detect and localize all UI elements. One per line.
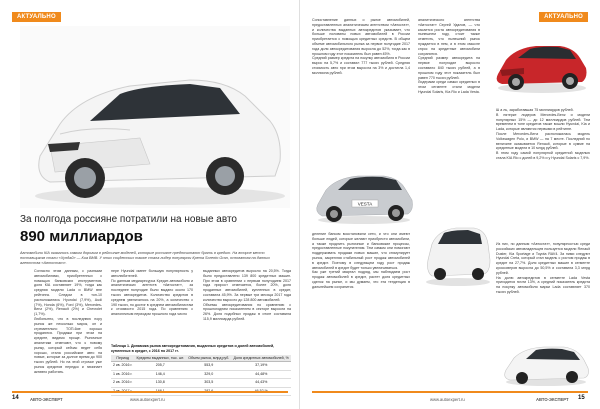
- table-cell: 130,8: [134, 379, 186, 388]
- table-cell: 303,5: [186, 379, 231, 388]
- table-cell: 44,48%: [231, 370, 291, 379]
- table-cell: 553,9: [186, 362, 231, 371]
- table-cell: 2 кв. 2016 г.: [111, 379, 134, 388]
- table-cell: 146,4: [134, 370, 186, 379]
- table-cell: 329,0: [186, 370, 231, 379]
- table-cell: 205,7: [134, 362, 186, 371]
- footer-site: www.autoexpert.ru: [130, 397, 165, 402]
- table-row: [111, 370, 291, 379]
- table-cell: 44,43%: [231, 379, 291, 388]
- page-number: 14: [12, 395, 19, 401]
- column-2: нере Hyundai имеет большую популярность у автолюбителей. По данным медиаресурса Кредит-автомобиля и аналитических агентств «Автостат», за последнее полугодие было выдано около 170 тысяч автокредитов. Количество кредитов в среднем увеличилось на 20%, а количество с 190 тысяч, но достиг в среднем автомобилистам к стоимости 2015 года. По сравнению с аналогичным периодом прошлого года число: [111, 269, 193, 317]
- footer-brand: АВТО-ЭКСПЕРТ: [30, 397, 63, 402]
- section-tag: АКТУАЛЬНО: [12, 12, 61, 22]
- table-header-cell: Период: [111, 355, 134, 362]
- table-header-cell: Объем рынка, млрд руб.: [186, 355, 231, 362]
- article-headline: За полгода россияне потратили на новые авто: [20, 214, 237, 225]
- car-photo-white: [20, 26, 290, 208]
- section-tag: АКТУАЛЬНО: [539, 12, 588, 22]
- car-photo-white-small: [500, 336, 590, 388]
- column-1: Согласно этим данным, с разными автомобилями, приобретенных с помощью банковских инструментов, доля КIA составляет 19%, тогда как средняя модели Lada и BMW вне рейтинга. Следом в топ-10 расположились Hyundai (7,9%), Audi (7%), Honda (6%), Ford (3%), Mercedes-Benz (2%), Renault (2%) и Chevrolet (1,7%). Любопытно, что в последнюю пору рынок же несколько марок, он и стремительно ТОП-6ие хорошо продаются. Продажи при этом на кредите, видимо проще. Рыночные аналитики отмечают, что к новому рынку, который сейчас ведет себя хорошо, стала российские авто на новые, которые за долгое время до 900 тысяч рублей. Но на этой строчке уже рынок кредитов нередко и начинает активно работать.: [34, 269, 102, 374]
- table-header-row: [111, 355, 291, 362]
- table-cell: 1 кв. 2016 г.: [111, 370, 134, 379]
- footer-rule: [12, 391, 288, 393]
- table-row: [111, 362, 291, 371]
- column-7: Ш а ль, заработавшая 75 миллиардов рублей. В пятерке лидеров Mercedes-Benz и модели популярных 15% — до 12 миллиардов рублей. Тем временем в топе кредитов также вошли Hyundai, Kia и Lada, которые являются первыми в рейтинге. После Mercedes-Benz расположилась модель Volkswagen Polo, и BMW — на 7 месте. Последний по величине оказывается Renault, которые в сумме на кредитные модели в 10 млрд рублей. В этом году самой популярной кредитной моделью стала KIA Rio с долей в 9,2% и у Hyundai Solaris с 7,9%.: [496, 108, 590, 160]
- table-cell: 37,19%: [231, 362, 291, 371]
- footer-brand: АВТО-ЭКСПЕРТ: [536, 397, 569, 402]
- column-3: выданных автокредитов выросло на 20,5%. Тогда было предоставлено 139 800 кредитных машин. При этом в сравнении с первым полугодием 2017 года прирост отмечается, более 20%, доля проданных автомобилей, купленных в кредит, составила 45,9%. За первые три месяца 2017 года количество выросло до 128 800 автомобилей. Объемы автокредитования по сравнению с прошлогодним показателем в секторе выросли на 26%. Доля подобных продаж в итоге составила 115,9 миллиарда рублей.: [203, 269, 291, 321]
- table-header-cell: Доля кредитных автомобилей, %: [231, 355, 291, 362]
- plate-text: VESTA: [357, 201, 373, 207]
- column-8: Из них, по данным «Автостат», популярностью среди российских автовладельцев пользуется модели Renault Duster, Kia Sportage и Toyota RAV4. За ними следуют Hyundai Creta, который стал модель с ростом продаж в кредит на 27,7%. Доля кредитных машин в сегменте кроссоверов выросла до 50,5% и составила 3,3 млрд рублей. На долю автокредитов в сегменте Lada Vesta приходится почти 13%, а средний показатель кредита на покупку автомобиля марки Lada составляет 370 тысяч рублей.: [496, 242, 590, 294]
- car-photo-silver: [312, 160, 416, 226]
- right-page: [300, 0, 600, 409]
- table-title: Таблица 1. Динамика рынка автокредитования, выданных кредитов и долей автомобилей, купленных в кредит, с 2016 по 2017 гг.: [111, 344, 275, 353]
- column-5: аналитического агентства «Автостат» Сергей Удалов, — что касается роста автокредитования в нынешнем году, стоит также отметить, что нынешний рынок нуждается в нем, и в этом смысле спрос на кредитные автомобили сохранится. Средний размер автокредита на первое полугодие выросло составило 840 тысяч рублей, а в прошлом году этот показатель был равен 770 тысяч рублей. Лидерами среди самых кредитных в этом сегменте стали модели Hyundai Solaris, Kia Rio и Lada Vesta.: [418, 18, 480, 94]
- car-photo-crossover: [422, 200, 494, 290]
- article-lead: Автомобили КIА оказались самым дорогим в рейтинге моделей, которые россияне предпочитают брать в кредит. На второе место поставщиком стали «Хундай» — Киа ВМВ. У этих соцдетских также стала лидер популярны Крета Sorento Gran, основанная на данных агентства «Автостат».: [20, 251, 270, 265]
- table-row: [111, 379, 291, 388]
- footer-site: www.autoexpert.ru: [430, 397, 465, 402]
- column-6: деление банком восстановили сети, и что они имеют больше людей, которые желают приобрести автомобили, а также продлить рыночные и банковские процессы, предоставленные покупателям. Тем самым они помогают поддерживать продажи новых машин, что стимулирует рынок, закрепляя стабильный рост продаж автомобилей в кредит. Поэтому в следующем году рост продаж автомобилей в кредит будет только увеличиваться. Как уже третий квартал подряд, мы наблюдаем рост продаж автомобилей в кредит, растет доля кредитных сделок на рынке, и мы думаем, что эта тенденция в дальнейшем сохранится.: [312, 232, 410, 289]
- table-cell: 2 кв. 2016 г.: [111, 362, 134, 371]
- footer-rule: [312, 391, 588, 393]
- column-4: Сопоставление данных о рынке автомобилей, предоставленных аналитическим агентством «Автостат», и количества выданных автокредитов указывает, что больше половины новых автомобилей в России приобретается с помощью кредитных средств. В общем объеме автомобильного рынка за первое полугодие 2017 года доля автокредитования выросла до 52%, тогда как в прошлом году этот показатель был равен 45%. Средний размер кредита на покупку автомобиля в России вырос на 5,7% и составил 777 тысяч рублей. Средняя стоимость авто при этом выросла на 3% и достигла 1,4 миллиона рублей.: [312, 18, 410, 75]
- page-number: 15: [578, 395, 585, 401]
- car-photo-red: [490, 26, 590, 96]
- headline-number: 890 миллиардов: [20, 228, 143, 245]
- table-header-cell: Кредиты выданных, тыс. шт.: [134, 355, 186, 362]
